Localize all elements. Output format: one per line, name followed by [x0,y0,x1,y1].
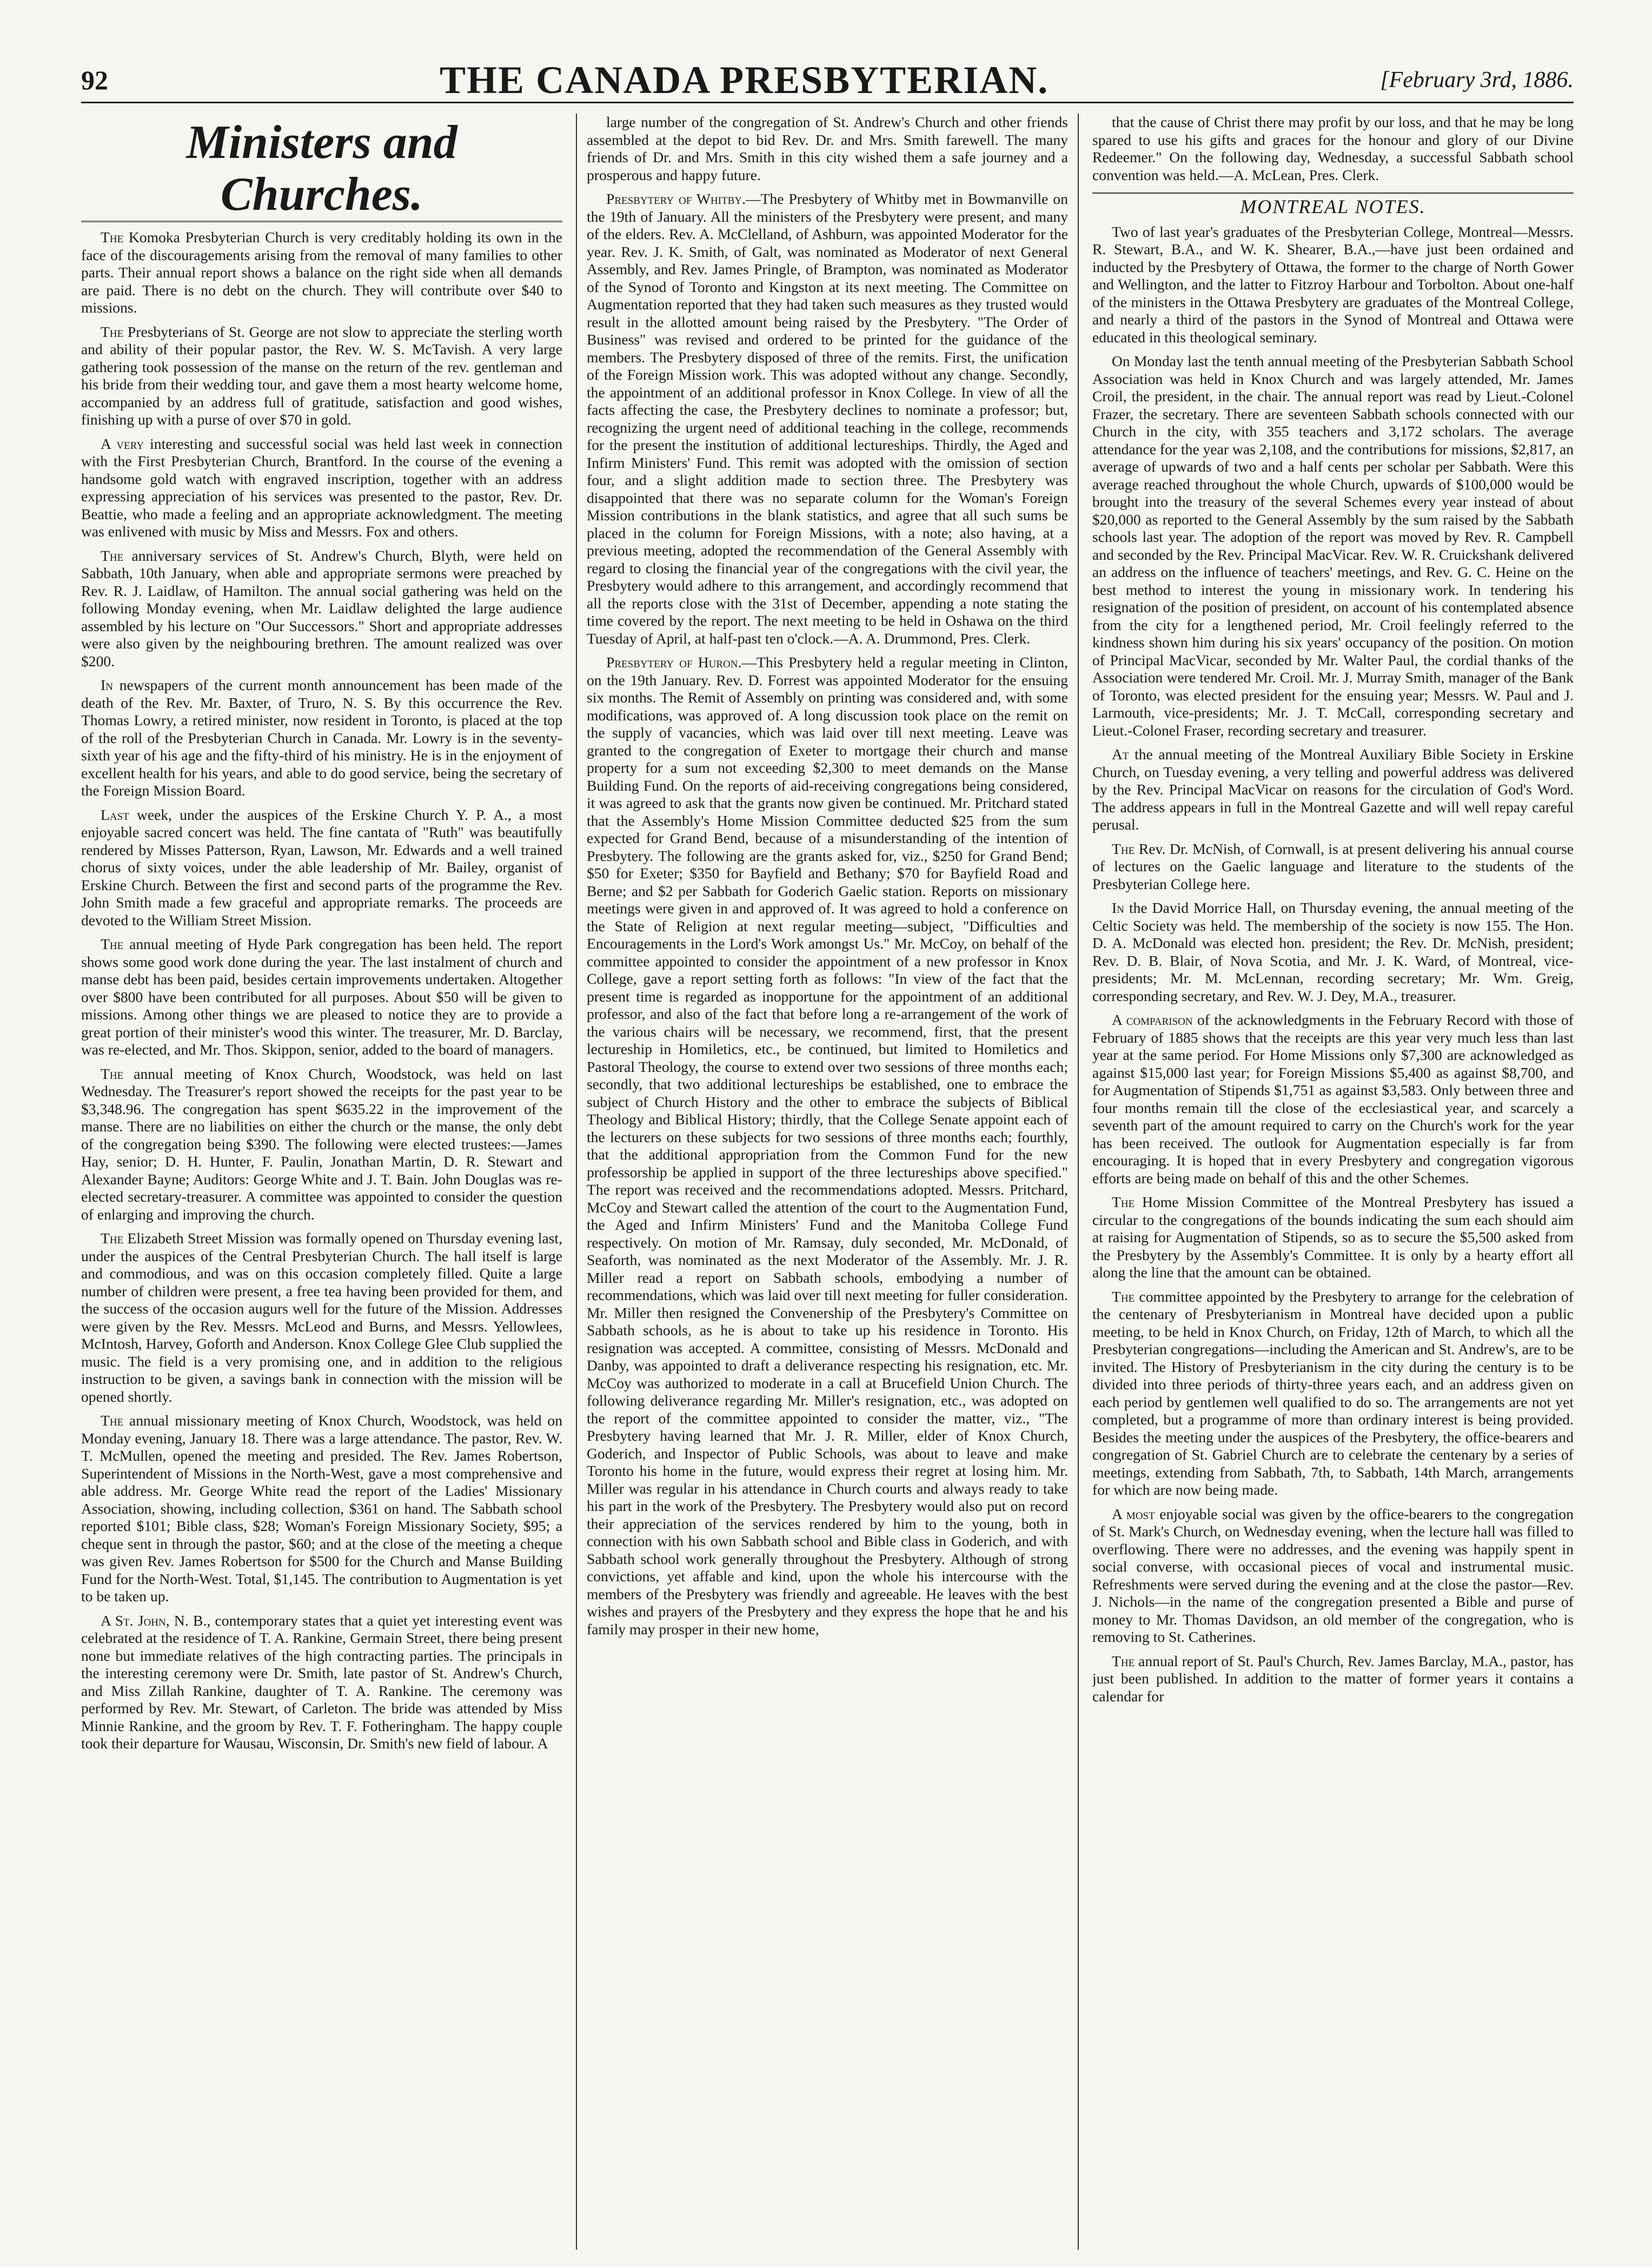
article-paragraph [1092,1194,1574,1282]
article-paragraph [81,1412,562,1606]
paragraph-lead: The [1112,1194,1135,1210]
article-paragraph [81,1230,562,1406]
paragraph-lead: The [101,547,124,564]
paragraph-text: annual meeting of Knox Church, Woodstock, was held on last Wednesday. The Treasurer's report showed the receipts for the past year to be $3,348.96. The congregation has spent $635.22 in the improvement of the manse. There are no liabilities on either the church or the manse, the only debt of the congregation being $390. The following were elected trustees:—James Hay, senior; D. H. Hunter, F. Paulin, Jonathan Martin, D. R. Stewart and Alexander Bayne; Auditors: George White and J. T. Bain. John Douglas was re-elected secretary-treasurer. A committee was appointed to consider the question of enlarging and improving the church. [81,1065,562,1223]
article-paragraph [81,677,562,800]
article-paragraph [81,1612,562,1753]
article-paragraph [81,229,562,317]
article-paragraph [81,806,562,930]
paragraph-lead: In [101,677,113,693]
article-paragraph [81,1065,562,1224]
article-paragraph [1092,353,1574,739]
column-left [81,114,562,2250]
paragraph-text: the David Morrice Hall, on Thursday evening, the annual meeting of the Celtic Society was held. The membership of the society is now 155. The Hon. D. A. McDonald was elected hon. president; the Rev. Dr. McNish, president; Rev. D. B. Blair, of Nova Scotia, and Mr. J. K. Ward, of Montreal, vice-presidents; Mr. M. McLennan, recording secretary; Mr. Wm. Greig, corresponding secretary, and Rev. W. J. Dey, M.A., treasurer. [1092,899,1574,1004]
article-paragraph [1092,223,1574,347]
paragraph-lead: The [101,1065,124,1082]
article-columns [81,114,1574,2250]
paragraph-text: N. B., contemporary states that a quiet yet interesting event was celebrated at the residence of T. A. Rankine, Germain Street, there being present none but immediate relatives of the high contracting parties. The principals in the interesting ceremony were Dr. Smith, late pastor of St. Andrew's Church, and Miss Zillah Rankine, daughter of T. A. Rankine. The ceremony was performed by Rev. Mr. Stewart, of Carleton. The bride was attended by Miss Minnie Rankine, and the groom by Rev. T. F. Fotheringham. The happy couple took their departure for Wausau, Wisconsin, Dr. Smith's new field of labour. A [81,1612,562,1752]
paragraph-text: annual report of St. Paul's Church, Rev. James Barclay, M.A., pastor, has just been published. In addition to the matter of former years it contains a calendar for [1092,1652,1574,1705]
paragraph-lead: A comparison [1112,1011,1193,1028]
paragraph-lead: Presbytery of Whitby. [606,190,746,207]
paragraph-text: Komoka Presbyterian Church is very creditably holding its own in the face of the discouragements arising from the removal of many families to other parts. Their annual report shows a balance on the right side when all demands are paid. There is no debt on the church. They will contribute over $40 to missions. [81,229,562,316]
paragraph-lead: Last [101,806,129,823]
montreal-notes-heading: MONTREAL NOTES. [1092,193,1574,216]
article-paragraph [81,547,562,671]
article-paragraph [81,435,562,541]
paragraph-text: Two of last year's graduates of the Presbyterian College, Montreal—Messrs. R. Stewart, B.A., and W. K. Shearer, B.A.,—have just been ordained and inducted by the Presbytery of Ottawa, the former to the charge of North Gower and Wellington, and the latter to Fitzroy Harbour and Torbolton. About one-half of the ministers in the Ottawa Presbytery are graduates of the Montreal College, and nearly a third of the pastors in the Synod of Montreal and Ottawa were educated in this theological seminary. [1092,223,1574,346]
paragraph-lead: The [101,936,124,952]
paragraph-text: Presbyterians of St. George are not slow to appreciate the sterling worth and ability of their popular pastor, the Rev. W. S. McTavish. A very large gathering took possession of the manse on the return of the rev. gentleman and his bride from their wedding tour, and gave them a most hearty welcome home, accompanied by an address full of gratitude, satisfaction and good wishes, finishing up with a purse of over $70 in gold. [81,323,562,428]
paragraph-lead: The [101,1230,124,1247]
paragraph-text: newspapers of the current month announcement has been made of the death of the Rev. Mr. Baxter, of Truro, N. S. By this occurrence the Rev. Thomas Lowry, a retired minister, now resident in Toronto, is placed at the top of the roll of the Presbyterian Church in Canada. Mr. Lowry is in the seventy-sixth year of his age and the fifty-third of his ministry. He is in the enjoyment of excellent health for his years, and able to do good service, being the secretary of the Foreign Mission Board. [81,677,562,799]
paragraph-text: of the acknowledgments in the February Record with those of February of 1885 shows that the receipts are this year very much less than last year at the same period. For Home Missions only $7,300 are acknowledged as against $15,000 last year; for Foreign Missions $5,400 as against $8,700, and for Augmentation of Stipends $1,751 as against $3,583. Only between three and four months remain till the close of the ecclesiastical year, and scarcely a seventh part of the amount required to carry on the Church's work for the year has been received. The outlook for Augmentation especially is far from encouraging. It is hoped that in every Presbytery and congregation vigorous efforts are being made on behalf of this and the other Schemes. [1092,1011,1574,1186]
article-paragraph [1092,840,1574,893]
article-paragraph [587,190,1068,647]
paragraph-lead: A very [101,435,144,452]
paragraph-lead: In [1112,899,1124,916]
masthead-title: THE CANADA PRESBYTERIAN. [440,58,1049,102]
paragraph-text: annual meeting of Hyde Park congregation has been held. The report shows some good work done during the year. The last instalment of church and manse debt has been paid, besides certain improvements undertaken. Altogether over $800 have been contributed for all purposes. About $50 will be given to missions. Among other things we are pleased to notice they are to provide a great portion of their minister's wood this winter. The treasurer, Mr. D. Barclay, was re-elected, and Mr. Thos. Skippon, senior, added to the board of managers. [81,936,562,1058]
paragraph-lead: The [101,323,124,340]
paragraph-text: committee appointed by the Presbytery to arrange for the celebration of the centenary of Presbyterianism in Montreal have decided upon a public meeting, to be held in Knox Church, on Friday, 12th of March, to which all the Presbyterian congregations—including the American and St. Andrew's, are to be invited. The History of Presbyterianism in the city during the century is to be divided into three periods of thirty-three years each, and an address given on each period by gentlemen well qualified to do so. The arrangements are not yet completed, but a programme of more than ordinary interest is being provided. Besides the meeting under the auspices of the Presbytery, the office-bearers and congregation of St. Gabriel Church are to celebrate the centenary by a series of meetings, extending from Sabbath, 7th, to Sabbath, 14th March, arrangements for which are now being made. [1092,1288,1574,1498]
column-middle [576,114,1079,2250]
article-paragraph [1092,746,1574,834]
paragraph-lead: At [1112,746,1129,763]
article-paragraph [1092,899,1574,1005]
paragraph-text: enjoyable social was given by the office-bearers to the congregation of St. Mark's Church, on Wednesday evening, when the lecture hall was filled to overflowing. There were no addresses, and the evening was happily spent in social converse, with occasional pieces of vocal and instrumental music. Refreshments were served during the evening and at the close the pastor—Rev. J. Nichols—in the name of the congregation presented a Bible and purse of money to Mr. Thomas Davidson, an old member of the congregation, who is removing to St. Catherines. [1092,1505,1574,1645]
article-paragraph [1092,1011,1574,1187]
article-paragraph [1092,1288,1574,1499]
paragraph-lead: Presbytery of Huron. [606,654,742,671]
paragraph-lead: The [101,1412,124,1429]
issue-date: [February 3rd, 1886. [1380,68,1574,92]
paragraph-text: Rev. Dr. McNish, of Cornwall, is at present delivering his annual course of lectures on the Gaelic language and literature to the students of the Presbyterian College here. [1092,840,1574,892]
article-paragraph: that the cause of Christ there may profit by our loss, and that he may be long spared to use his gifts and graces for the honour and glory of our Divine Redeemer." On the following day, Wednesday, a successful Sabbath school convention was held.—A. McLean, Pres. Clerk. [1092,114,1574,183]
article-paragraph [1092,1506,1574,1646]
article-paragraph [81,323,562,429]
paragraph-text: —The Presbytery of Whitby met in Bowmanville on the 19th of January. All the ministers of the Presbytery were present, and many of the elders. Rev. A. McClelland, of Ashburn, was appointed Moderator for the year. Rev. J. K. Smith, of Galt, was nominated as Moderator of next General Assembly, and Rev. James Pringle, of Brampton, was nominated as Moderator of the Synod of Toronto and Kingston at its next meeting. The Committee on Augmentation reported that they had taken such measures as they trusted would result in the allotted amount being raised by the Presbytery. "The Order of Business" was revised and ordered to be printed for the guidance of the members. The Presbytery disposed of three of the remits. First, the unification of the Foreign Mission work. This was adopted without any change. Secondly, the appointment of an additional professor in Knox College. In view of all the facts affecting the case, the Presbytery declines to nominate a professor; but, recognizing the urgent need of additional teaching in the college, recommends for the present the institution of additional lectureships. Thirdly, the Aged and Infirm Ministers' Fund. This remit was adopted with the omission of section four, and a slight addition made to section three. The Presbytery was disappointed that there was no separate column for the Woman's Foreign Mission contributions in the blank statistics, and agree that all such sums be placed in the column for Foreign Missions, with a note; also having, at a previous meeting, adopted the recommendation of the General Assembly with regard to closing the financial year of the congregations with the civil year, the Presbytery would adhere to this arrangement, and accordingly recommend that all the reports close with the 31st of December, appending a note stating the time covered by the report. The next meeting to be held in Oshawa on the third Tuesday of April, at half-past ten o'clock.—A. A. Drummond, Pres. Clerk. [587,190,1068,647]
column-right [1092,114,1574,2250]
article-paragraph [587,654,1068,1638]
paragraph-text: annual missionary meeting of Knox Church, Woodstock, was held on Monday evening, January 18. There was a large attendance. The pastor, Rev. W. T. McMullen, opened the meeting and presided. The Rev. James Robertson, Superintendent of Missions in the North-West, gave a most comprehensive and able address. Mr. George White read the report of the Ladies' Missionary Association, showing, including collection, $361 on hand. The Sabbath school reported $101; Bible class, $28; Woman's Foreign Missionary Society, $95; a cheque sent in through the pastor, $60; and at the close of the meeting a cheque was given Rev. James Robertson for $500 for the Church and Manse Building Fund for the North-West. Total, $1,145. The contribution to Augmentation is yet to be taken up. [81,1412,562,1605]
paragraph-text: —This Presbytery held a regular meeting in Clinton, on the 19th January. Rev. D. Forrest was appointed Moderator for the ensuing six months. The Remit of Assembly on printing was considered and, with some modifications, was approved of. A long discussion took place on the remit on the supply of vacancies, which was laid over till next meeting. Leave was granted to the congregation of Exeter to mortgage their church and manse property for a sum not exceeding $2,300 to meet demands on the Manse Building Fund. On the reports of aid-receiving congregations being considered, it was agreed to ask that the grants now given be continued. Mr. Pritchard stated that the Assembly's Home Mission Committee deducted $25 from the sum expected for Grand Bend, because of a misunderstanding of the intention of Presbytery. The following are the grants asked for, viz., $250 for Grand Bend; $50 for Exeter; $350 for Bayfield and Bethany; $70 for Bayfield Road and Berne; and $2 per Sabbath for Goderich Gaelic station. Reports on missionary meetings were given in and approved of. It was agreed to hold a conference on the State of Religion at next regular meeting—subject, "Difficulties and Encouragements in the Lord's Work amongst Us." Mr. McCoy, on behalf of the committee appointed to consider the appointment of a new professor in Knox College, gave a report setting forth as follows: "In view of the fact that the present time is regarded as inopportune for the appointment of an additional professor, and also of the fact that before long a re-arrangement of the work of the various chairs will be necessary, we recommend, first, that the present lectureship in Homiletics, etc., be continued, but limited to Homiletics and Pastoral Theology, the course to extend over two sessions of three months each; secondly, that two additional lectureships be established, one to embrace the subject of Church History and the other to embrace the subjects of Biblical Theology and Biblical History; thirdly, that the College Senate appoint each of the lecturers on these subjects for two sessions of three months each; fourthly, that the additional appropriation from the Common Fund for the new professorship be applied in support of the three lectureships above specified." The report was received and the recommendations adopted. Messrs. Pritchard, McCoy and Stewart called the attention of the court to the Augmentation Fund, the Aged and Infirm Ministers' Fund and the Manitoba College Fund respectively. On motion of Mr. Ramsay, duly seconded, Mr. McDonald, of Seaforth, was nominated as the next Moderator of the Assembly. Mr. J. R. Miller read a report on Sabbath schools, embodying a number of recommendations, which was laid over till next meeting for fuller consideration. Mr. Miller then resigned the Convenership of the Presbytery's Committee on Sabbath schools, as he is about to take up his residence in Toronto. His resignation was accepted. A committee, consisting of Messrs. McDonald and Danby, was appointed to draft a deliverance respecting his resignation, etc. Mr. McCoy was authorized to moderate in a call at Brucefield Union Church. The following deliverance regarding Mr. Miller's resignation, etc., was adopted on the report of the committee appointed to consider the matter, viz., "The Presbytery having learned that Mr. J. R. Miller, elder of Knox Church, Goderich, and Inspector of Public Schools, was about to leave and make Toronto his home in the future, would express their regret at losing him. Mr. Miller was regular in his attendance in Church courts and always ready to take his part in the work of the Presbytery. The Presbytery would also put on record their appreciation of the services rendered by him to the young, both in connection with his own Sabbath school and Bible class in Goderich, and with Sabbath school work generally throughout the Presbytery. Although of strong convictions, yet affable and kind, upon the whole his intercourse with the members of the Presbytery was friendly and agreeable. He leaves with the best wishes and prayers of the Presbytery and they express the hope that he and his family may prosper in their new home, [587,654,1068,1638]
paragraph-lead: The [1112,840,1135,857]
article-paragraph [81,936,562,1059]
paragraph-lead: A St. John, [101,1612,170,1629]
paragraph-text: Home Mission Committee of the Montreal Presbytery has issued a circular to the congregations of the bounds indicating the sum each should aim at raising for Augmentation of Stipends, so as to secure the $5,500 asked from the Presbytery by the Assembly's Committee. It is only by a hearty effort all along the line that the amount can be obtained. [1092,1194,1574,1281]
paragraph-text: On Monday last the tenth annual meeting of the Presbyterian Sabbath School Association was held in Knox Church and was largely attended, Mr. James Croil, the president, in the chair. The annual report was read by Lieut.-Colonel Frazer, the secretary. There are seventeen Sabbath schools connected with our Church in the city, with 355 teachers and 3,172 scholars. The average attendance for the year was 2,108, and the contributions for missions, $2,817, an average of upwards of two and a half cents per scholar per Sabbath. Were this average reached throughout the whole Church, upwards of $100,000 would be brought into the treasury of the several Schemes every year instead of about $20,000 as reported to the General Assembly by the sum raised by the Sabbath schools last year. The adoption of the report was moved by Rev. R. Campbell and seconded by the Rev. Principal MacVicar. Rev. W. R. Cruickshank delivered an address on the influence of teachers' meetings, and Rev. G. C. Heine on the best method to interest the young in missionary work. In tendering his resignation of the position of president, on account of his contemplated absence from the city for a lengthened period, Mr. Croil feelingly referred to the kindness shown him during his six years' occupancy of the position. On motion of Principal MacVicar, seconded by Mr. Walter Paul, the cordial thanks of the Association were tendered Mr. Croil. Mr. J. Murray Smith, manager of the Bank of Toronto, was elected president for the ensuing year; Messrs. W. Paul and J. Larmouth, vice-presidents; Mr. J. T. McCall, corresponding secretary and Lieut.-Colonel Fraser, recording secretary and treasurer. [1092,353,1574,739]
article-paragraph [587,114,1068,184]
page-number: 92 [81,65,108,95]
page-header [81,58,1574,103]
paragraph-text: week, under the auspices of the Erskine Church Y. P. A., a most enjoyable sacred concert was held. The fine cantata of "Ruth" was beautifully rendered by Misses Patterson, Ryan, Lawson, Mr. Edwards and a well trained chorus of sixty voices, under the able leadership of Mr. Bailey, organist of Erskine Church. Between the first and second parts of the programme the Rev. John Smith made a few graceful and appropriate remarks. The proceeds are devoted to the William Street Mission. [81,806,562,929]
section-title: Ministers and Churches. [81,117,562,222]
paragraph-text: interesting and successful social was held last week in connection with the First Presbyterian Church, Brantford. In the course of the evening a handsome gold watch with engraved inscription, together with an address expressing appreciation of his services was presented to the pastor, Rev. Dr. Beattie, who made a feeling and an appropriate acknowledgment. The meeting was enlivened with music by Miss and Messrs. Fox and others. [81,435,562,540]
paragraph-text: Elizabeth Street Mission was formally opened on Thursday evening last, under the auspices of the Central Presbyterian Church. The hall itself is large and commodious, and was on this occasion completely filled. Quite a large number of children were present, a free tea having been provided for them, and the success of the occasion augurs well for the future of the Mission. Addresses were given by the Rev. Messrs. McLeod and Burns, and Messrs. Yellowlees, McIntosh, Harvey, Goforth and Anderson. Knox College Glee Club supplied the music. The field is a very promising one, and in addition to the religious instruction to be given, a savings bank in connection with the mission will be opened shortly. [81,1230,562,1405]
paragraph-text: large number of the congregation of St. Andrew's Church and other friends assembled at the depot to bid Rev. Dr. and Mrs. Smith farewell. The many friends of Dr. and Mrs. Smith in this city wished them a safe journey and a prosperous and happy future. [587,114,1068,183]
paragraph-lead: The [1112,1652,1135,1669]
article-paragraph [1092,1653,1574,1706]
paragraph-lead: The [1112,1288,1135,1305]
paragraph-lead: A most [1112,1505,1155,1522]
paragraph-text: the annual meeting of the Montreal Auxiliary Bible Society in Erskine Church, on Tuesday evening, a very telling and powerful address was delivered by the Rev. Principal MacVicar on reasons for the circulation of God's Word. The address appears in full in the Montreal Gazette and will well repay careful perusal. [1092,746,1574,833]
paragraph-lead: The [101,229,124,246]
paragraph-text: anniversary services of St. Andrew's Church, Blyth, were held on Sabbath, 10th January, when able and appropriate sermons were preached by Rev. R. J. Laidlaw, of Hamilton. The annual social gathering was held on the following Monday evening, when Mr. Laidlaw delighted the large audience assembled by his lecture on "Our Successors." Short and appropriate addresses were also given by the neighbouring brethren. The amount realized was over $200. [81,547,562,670]
